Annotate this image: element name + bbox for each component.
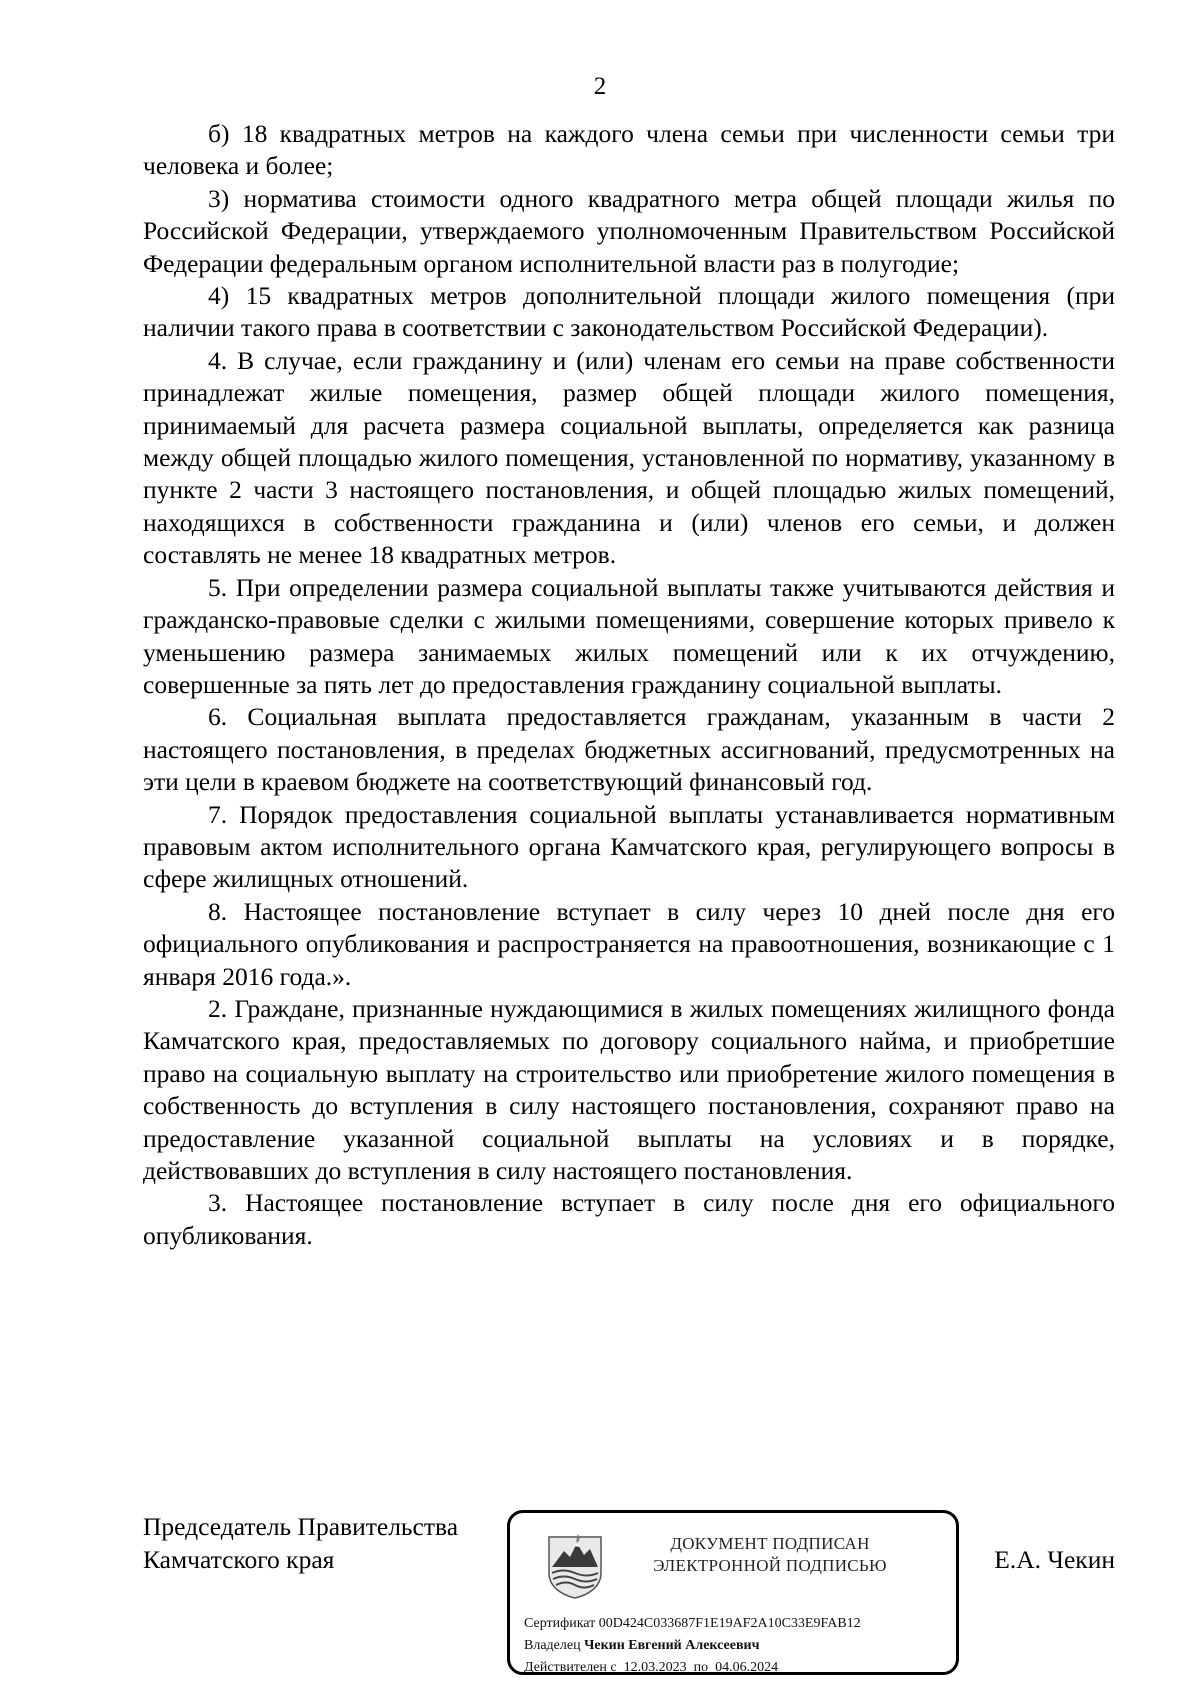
valid-to-label: по [693,1660,709,1675]
paragraph-section-5: 5. При определении размера социальной выплаты также учитываются действия и гражданско-правовые сделки с жилыми помещениями, совершение которых привело к уменьшению размера занимаемых жилых помещений или к их отчуждению, совершенные за пять лет до предоставления гражданину социальной выплаты. [143,572,1115,699]
certificate-label: Сертификат [524,1616,596,1631]
paragraph-4-extra-area: 4) 15 квадратных метров дополнительной площади жилого помещения (при наличии такого права в соответствии с законодательством Российской Федерации). [143,281,1115,343]
stamp-details [524,1613,861,1679]
paragraph-article-3: 3. Настоящее постановление вступает в силу после дня его официального опубликования. [143,1188,1115,1250]
stamp-title-line1: ДОКУМЕНТ ПОДПИСАН [670,1534,870,1553]
stamp-title [620,1533,920,1577]
paragraph-section-7: 7. Порядок предоставления социальной выплаты устанавливается нормативным правовым актом исполнительного органа Камчатского края, регулирующего вопросы в сфере жилищных отношений. [143,799,1115,894]
certificate-value: 00D424C033687F1E19AF2A10C33E9FAB12 [598,1616,861,1631]
valid-from: 12.03.2023 [623,1660,687,1675]
paragraph-section-4: 4. В случае, если гражданину и (или) членам его семьи на праве собственности принадлежат жилые помещения, размер общей площади жилого помещения, принимаемый для расчета размера социальной выплаты, определяется как разница между общей площадью жилого помещения, установленной по нормативу, указанному в пункте 2 части 3 настоящего постановления, и общей площадью жилых помещений, находящихся в собственности гражданина и (или) членов его семьи, и должен составлять не менее 18 квадратных метров. [143,345,1115,570]
owner-label: Владелец [524,1638,581,1653]
valid-to: 04.06.2024 [715,1660,779,1675]
paragraph-section-8: 8. Настоящее постановление вступает в силу через 10 дней после дня его официального опубликования и распространяется на правоотношения, возникающие с 1 января 2016 года.». [143,896,1115,991]
stamp-title-line2: ЭЛЕКТРОННОЙ ПОДПИСЬЮ [653,1556,887,1575]
page-number: 2 [593,73,607,100]
paragraph-b: б) 18 квадратных метров на каждого члена семьи при численности семьи три человека и более; [143,119,1115,181]
certificate-row [524,1613,861,1635]
official-name: Е.А. Чекин [994,1545,1115,1574]
validity-row [524,1657,861,1679]
signature-block [143,1510,1115,1700]
valid-label: Действителен с [524,1660,617,1675]
paragraph-article-2: 2. Граждане, признанные нуждающимися в жилых помещениях жилищного фонда Камчатского края, предоставляемых по договору социального найма, и приобретшие право на социальную выплату на строительство или приобретение жилого помещения в собственность до вступления в силу настоящего постановления, сохраняют право на предоставление указанной социальной выплаты на условиях и в порядке, действовавших до вступления в силу настоящего постановления. [143,993,1115,1185]
owner-value: Чекин Евгений Алексеевич [584,1638,760,1653]
kamchatka-coat-of-arms-icon [546,1533,604,1599]
official-title-line1: Председатель Правительства [143,1512,459,1541]
official-title-line2: Камчатского края [143,1545,335,1574]
owner-row [524,1635,861,1657]
document-body [143,118,1115,1252]
paragraph-section-6: 6. Социальная выплата предоставляется гражданам, указанным в части 2 настоящего постановления, в пределах бюджетных ассигнований, предусмотренных на эти цели в краевом бюджете на соответствующий финансовый год. [143,702,1115,797]
official-title [143,1510,458,1576]
paragraph-3: 3) норматива стоимости одного квадратного метра общей площади жилья по Российской Федерации, утверждаемого уполномоченным Правительством Российской Федерации федеральным органом исполнительной власти раз в полугодие; [143,183,1115,278]
electronic-signature-stamp [507,1510,959,1675]
